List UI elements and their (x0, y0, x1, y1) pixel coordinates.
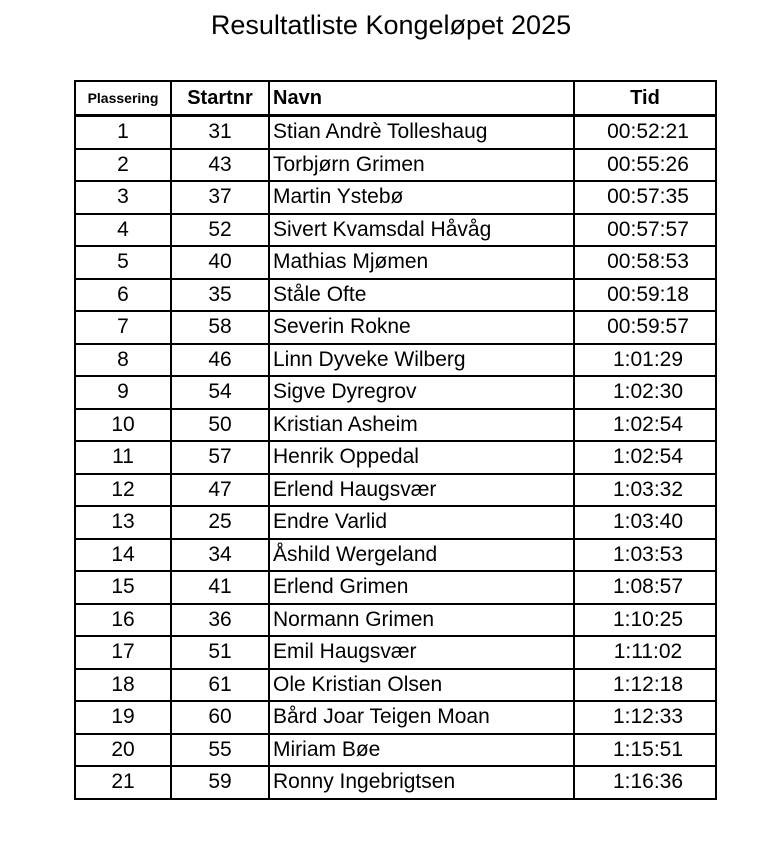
cell-name: Mathias Mjømen (269, 246, 574, 279)
cell-place: 15 (75, 571, 171, 604)
cell-name: Sivert Kvamsdal Håvåg (269, 214, 574, 247)
table-row (75, 474, 716, 507)
cell-start-number: 57 (171, 441, 269, 474)
table-row (75, 701, 716, 734)
cell-name: Erlend Haugsvær (269, 474, 574, 507)
cell-time: 1:03:40 (574, 506, 716, 539)
cell-time: 00:59:18 (574, 279, 716, 312)
cell-place: 11 (75, 441, 171, 474)
cell-name: Kristian Asheim (269, 409, 574, 442)
cell-time: 1:02:30 (574, 376, 716, 409)
cell-time: 1:02:54 (574, 441, 716, 474)
cell-time: 00:57:57 (574, 214, 716, 247)
cell-time: 1:12:18 (574, 669, 716, 702)
cell-name: Ole Kristian Olsen (269, 669, 574, 702)
cell-start-number: 59 (171, 766, 269, 799)
table-row (75, 311, 716, 344)
cell-time: 00:55:26 (574, 149, 716, 182)
cell-name: Severin Rokne (269, 311, 574, 344)
table-header-row (75, 81, 716, 116)
cell-time: 1:11:02 (574, 636, 716, 669)
cell-place: 13 (75, 506, 171, 539)
cell-start-number: 35 (171, 279, 269, 312)
cell-start-number: 51 (171, 636, 269, 669)
cell-start-number: 50 (171, 409, 269, 442)
results-body (75, 116, 716, 799)
table-row (75, 766, 716, 799)
cell-place: 9 (75, 376, 171, 409)
cell-time: 1:02:54 (574, 409, 716, 442)
cell-start-number: 36 (171, 604, 269, 637)
cell-time: 00:58:53 (574, 246, 716, 279)
table-row (75, 441, 716, 474)
cell-start-number: 52 (171, 214, 269, 247)
cell-start-number: 46 (171, 344, 269, 377)
cell-start-number: 58 (171, 311, 269, 344)
table-row (75, 376, 716, 409)
cell-name: Henrik Oppedal (269, 441, 574, 474)
table-row (75, 181, 716, 214)
table-row (75, 149, 716, 182)
cell-start-number: 25 (171, 506, 269, 539)
table-row (75, 506, 716, 539)
cell-start-number: 55 (171, 734, 269, 767)
cell-name: Endre Varlid (269, 506, 574, 539)
cell-start-number: 37 (171, 181, 269, 214)
cell-time: 1:03:53 (574, 539, 716, 572)
cell-time: 1:03:32 (574, 474, 716, 507)
cell-place: 2 (75, 149, 171, 182)
table-row (75, 409, 716, 442)
table-row (75, 734, 716, 767)
cell-name: Linn Dyveke Wilberg (269, 344, 574, 377)
cell-place: 6 (75, 279, 171, 312)
cell-name: Sigve Dyregrov (269, 376, 574, 409)
cell-start-number: 41 (171, 571, 269, 604)
cell-place: 14 (75, 539, 171, 572)
table-row (75, 344, 716, 377)
table-row (75, 669, 716, 702)
cell-place: 17 (75, 636, 171, 669)
cell-start-number: 47 (171, 474, 269, 507)
cell-place: 1 (75, 116, 171, 149)
cell-name: Miriam Bøe (269, 734, 574, 767)
table-row (75, 571, 716, 604)
cell-time: 1:10:25 (574, 604, 716, 637)
cell-time: 1:08:57 (574, 571, 716, 604)
table-row (75, 279, 716, 312)
cell-name: Normann Grimen (269, 604, 574, 637)
cell-start-number: 54 (171, 376, 269, 409)
table-row (75, 604, 716, 637)
cell-start-number: 40 (171, 246, 269, 279)
cell-start-number: 61 (171, 669, 269, 702)
header-time: Tid (574, 81, 716, 116)
cell-place: 3 (75, 181, 171, 214)
cell-time: 1:01:29 (574, 344, 716, 377)
table-row (75, 214, 716, 247)
header-place: Plassering (75, 81, 171, 116)
cell-name: Åshild Wergeland (269, 539, 574, 572)
cell-place: 8 (75, 344, 171, 377)
cell-time: 1:15:51 (574, 734, 716, 767)
cell-time: 00:57:35 (574, 181, 716, 214)
cell-start-number: 60 (171, 701, 269, 734)
cell-place: 7 (75, 311, 171, 344)
cell-place: 21 (75, 766, 171, 799)
table-row (75, 539, 716, 572)
cell-start-number: 31 (171, 116, 269, 149)
cell-place: 18 (75, 669, 171, 702)
table-row (75, 636, 716, 669)
cell-place: 10 (75, 409, 171, 442)
cell-start-number: 43 (171, 149, 269, 182)
header-start-number: Startnr (171, 81, 269, 116)
cell-time: 00:52:21 (574, 116, 716, 149)
header-name: Navn (269, 81, 574, 116)
cell-place: 5 (75, 246, 171, 279)
cell-name: Emil Haugsvær (269, 636, 574, 669)
cell-name: Ståle Ofte (269, 279, 574, 312)
cell-place: 19 (75, 701, 171, 734)
cell-name: Bård Joar Teigen Moan (269, 701, 574, 734)
cell-time: 1:12:33 (574, 701, 716, 734)
cell-place: 20 (75, 734, 171, 767)
table-row (75, 246, 716, 279)
table-row (75, 116, 716, 149)
cell-place: 4 (75, 214, 171, 247)
cell-name: Stian Andrè Tolleshaug (269, 116, 574, 149)
cell-name: Ronny Ingebrigtsen (269, 766, 574, 799)
cell-place: 16 (75, 604, 171, 637)
cell-start-number: 34 (171, 539, 269, 572)
cell-time: 00:59:57 (574, 311, 716, 344)
cell-name: Torbjørn Grimen (269, 149, 574, 182)
page-title: Resultatliste Kongeløpet 2025 (210, 10, 572, 40)
cell-place: 12 (75, 474, 171, 507)
results-table (74, 80, 717, 800)
cell-name: Erlend Grimen (269, 571, 574, 604)
cell-time: 1:16:36 (574, 766, 716, 799)
cell-name: Martin Ystebø (269, 181, 574, 214)
